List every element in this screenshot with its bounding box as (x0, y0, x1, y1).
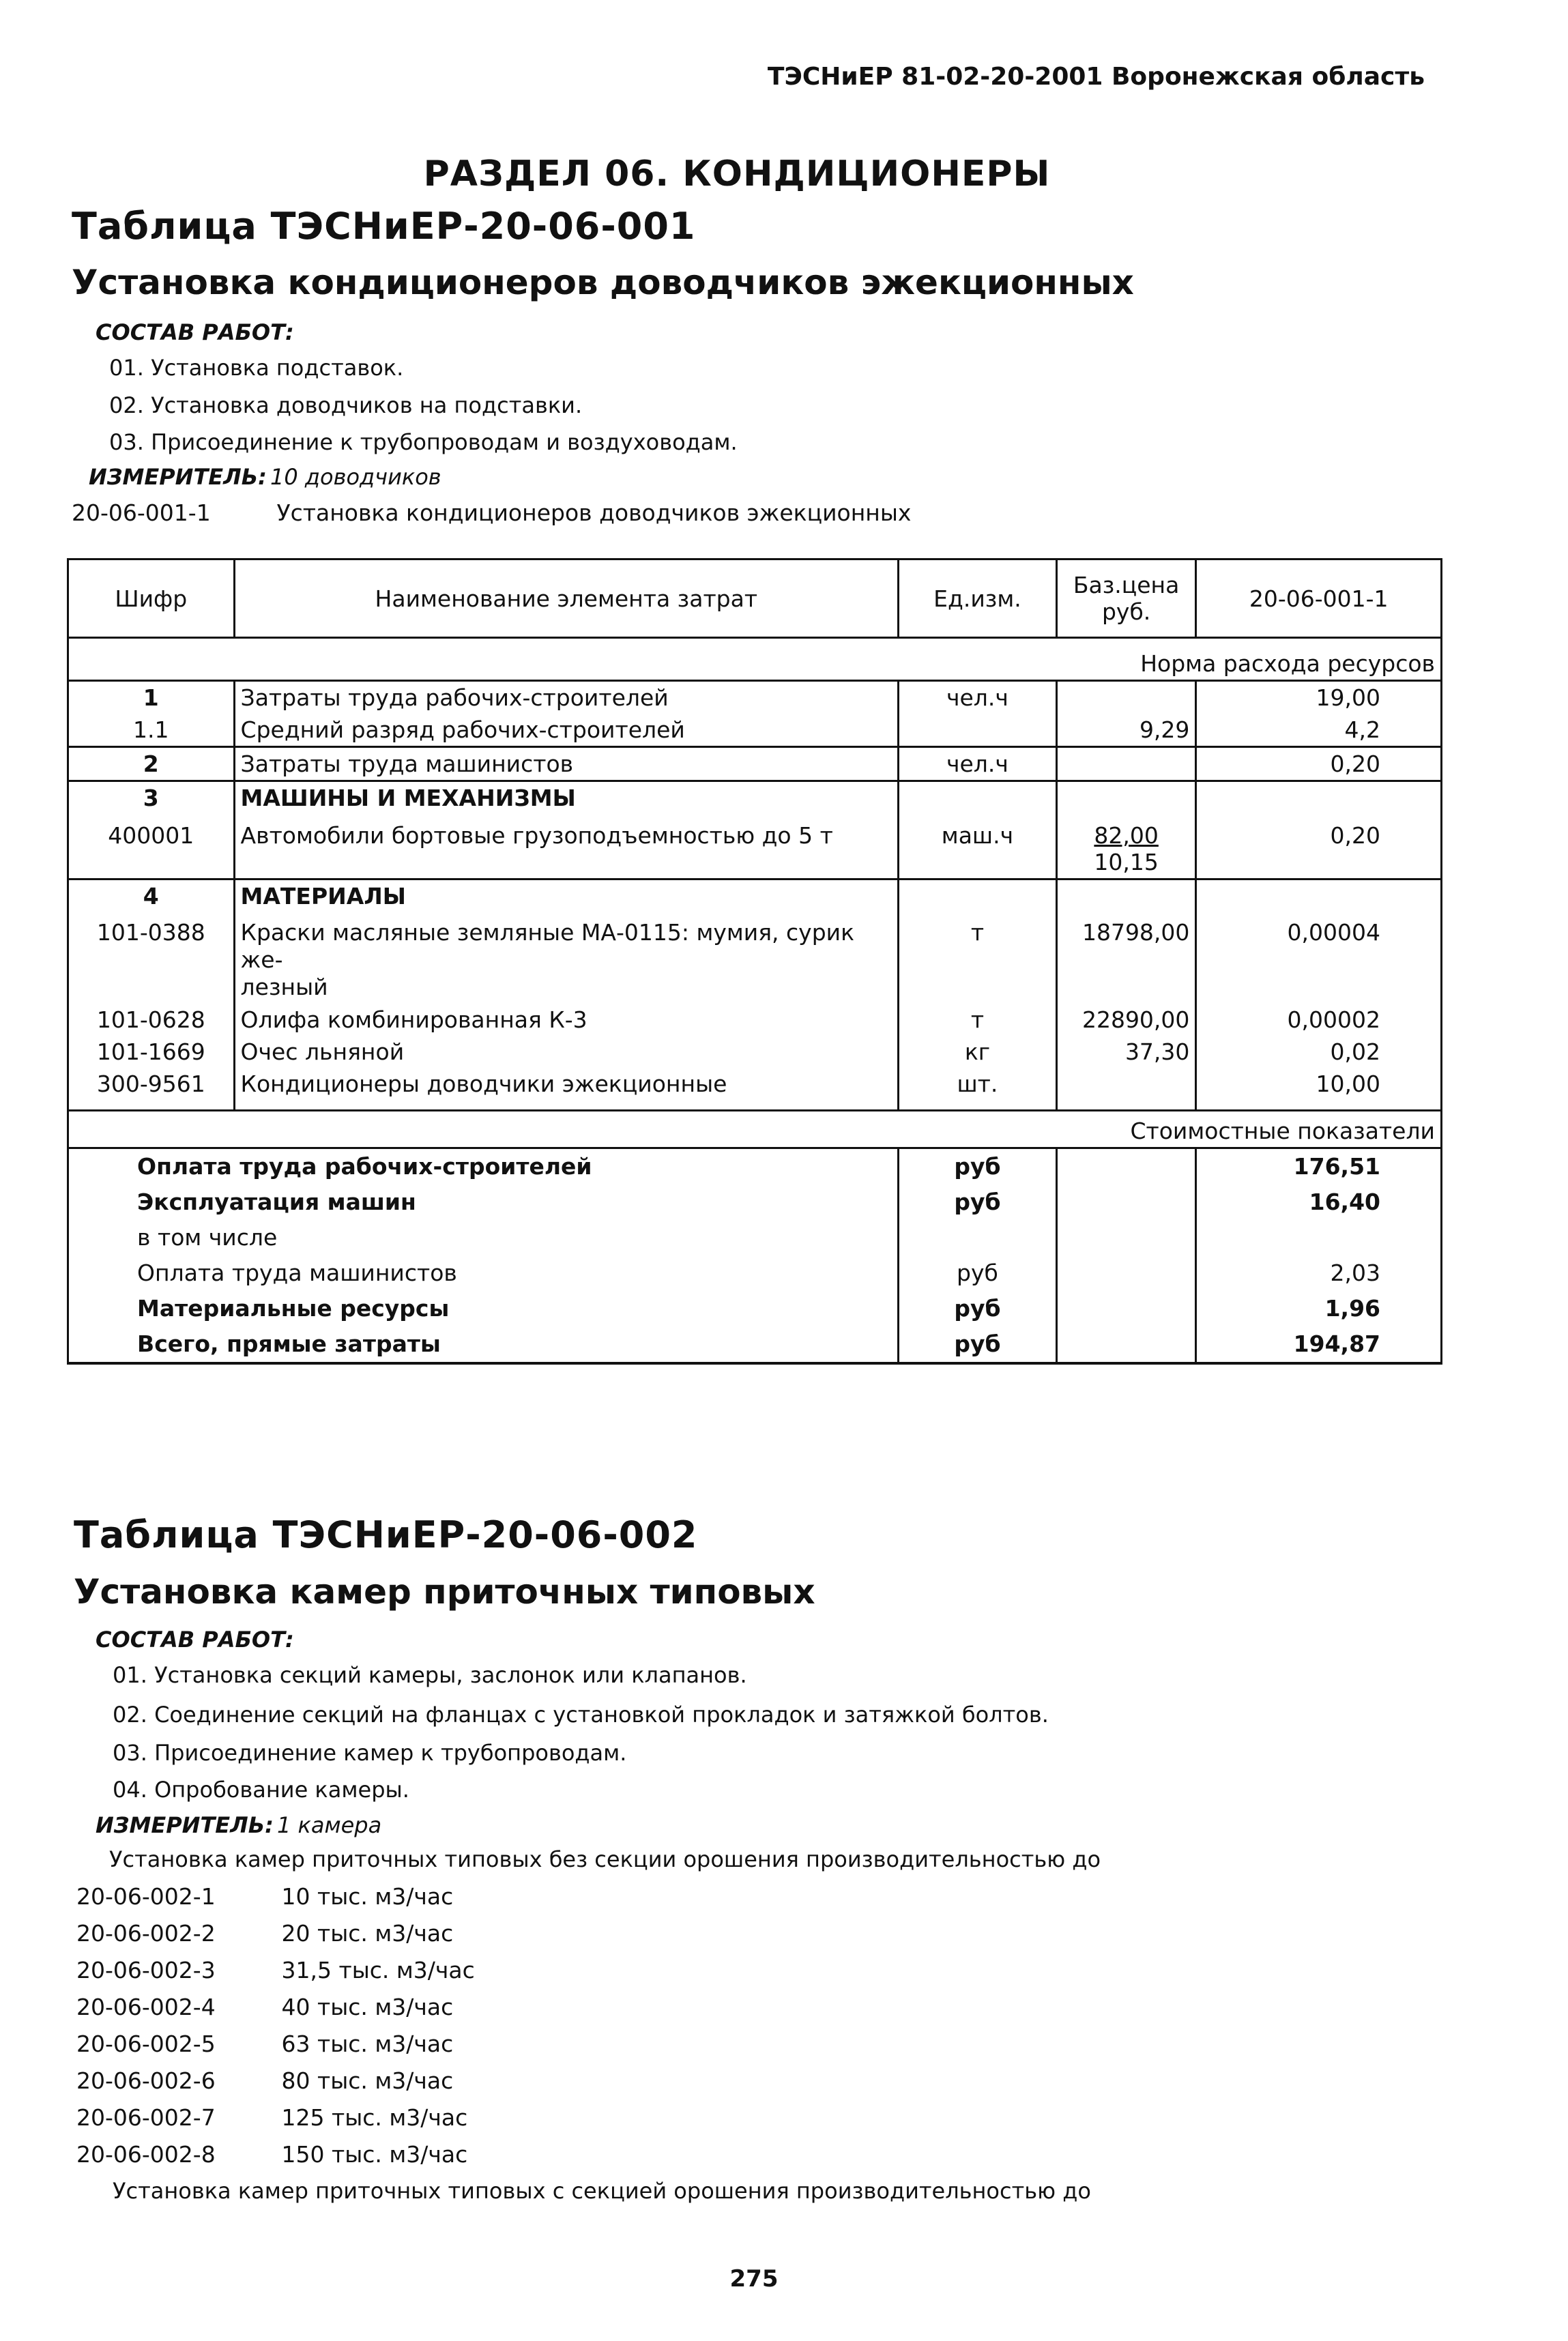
cell-value: 0,20 (1196, 747, 1442, 781)
name-line: лезный (240, 974, 328, 1000)
cell-code: 3 (68, 781, 235, 815)
summary-name: в том числе (98, 1220, 762, 1255)
code: 20-06-002-5 (76, 2031, 216, 2057)
cell-name: Автомобили бортовые грузоподъемностью до 5 т (234, 814, 899, 879)
norm-label-row (68, 638, 1442, 681)
table2-intro-with-irrigation: Установка камер приточных типовых с секцией орошения производительностью до (113, 2178, 1091, 2204)
table2-code-line (76, 1920, 453, 1947)
table2-code-line (76, 2031, 453, 2057)
code-description: 10 тыс. м3/час (281, 1883, 454, 1910)
cell-price (1056, 747, 1196, 781)
summary-unit (899, 1220, 1057, 1255)
cell-price: 18798,00 (1056, 912, 1196, 1004)
measure-label: ИЗМЕРИТЕЛЬ: (89, 464, 267, 490)
section-title: РАЗДЕЛ 06. КОНДИЦИОНЕРЫ (423, 154, 1051, 194)
table2-works-label: СОСТАВ РАБОТ: (96, 1627, 294, 1653)
code-description: 31,5 тыс. м3/час (281, 1957, 475, 1983)
summary-name: Оплата труда машинистов (98, 1255, 762, 1291)
cell-name: Очес льняной (234, 1036, 899, 1068)
cell-code: 101-0628 (68, 1004, 235, 1036)
summary-row (68, 1291, 1442, 1326)
page-number: 275 (729, 2265, 779, 2293)
cell-name: Олифа комбинированная К-3 (234, 1004, 899, 1036)
measure-value: 1 камера (277, 1812, 382, 1838)
col-header-unit: Ед.изм. (899, 559, 1057, 638)
cell-value: 19,00 (1196, 681, 1442, 714)
cell-unit (899, 879, 1057, 913)
measure-value: 10 доводчиков (270, 464, 441, 490)
table1-code-line (72, 499, 911, 526)
summary-value: 16,40 (1196, 1184, 1442, 1220)
cell-unit: чел.ч (899, 681, 1057, 714)
summary-unit: руб (899, 1148, 1057, 1185)
document-reference: ТЭСНиЕР 81-02-20-2001 Воронежская область (767, 63, 1425, 91)
table1-work-item: 02. Установка доводчиков на подставки. (109, 392, 583, 418)
code-description: 150 тыс. м3/час (281, 2141, 468, 2168)
table2-code-line (76, 2104, 467, 2131)
cell-code: 1 (68, 681, 235, 714)
summary-row (68, 1184, 1442, 1220)
price-value: 82,00 (1094, 822, 1159, 849)
table-row (68, 747, 1442, 781)
table-row (68, 714, 1442, 747)
table2-code-line (76, 1994, 453, 2020)
measure-label: ИЗМЕРИТЕЛЬ: (96, 1812, 274, 1838)
table2-work-item: 03. Присоединение камер к трубопроводам. (113, 1740, 627, 1766)
cell-price: 9,29 (1056, 714, 1196, 747)
cell-unit: т (899, 1004, 1057, 1036)
cell-value: 0,20 (1196, 814, 1442, 879)
col-header-name: Наименование элемента затрат (234, 559, 899, 638)
cell-price (1056, 879, 1196, 913)
cell-name: Кондиционеры доводчики эжекционные (234, 1068, 899, 1111)
cost-label-row (68, 1111, 1442, 1148)
summary-row (68, 1326, 1442, 1363)
cell-price (1056, 681, 1196, 714)
code: 20-06-002-1 (76, 1883, 216, 1910)
code: 20-06-001-1 (72, 499, 211, 526)
table2-subtitle: Установка камер приточных типовых (74, 1572, 815, 1612)
table2-code-line (76, 2141, 467, 2168)
code-description: 125 тыс. м3/час (281, 2104, 468, 2131)
table2-work-item: 02. Соединение секций на фланцах с установкой прокладок и затяжкой болтов. (113, 1702, 1049, 1728)
cell-value: 0,02 (1196, 1036, 1442, 1068)
summary-name: Оплата труда рабочих-строителей (98, 1148, 762, 1185)
table2-title: Таблица ТЭСНиЕР-20-06-002 (74, 1513, 698, 1556)
code: 20-06-002-3 (76, 1957, 216, 1983)
table-row (68, 879, 1442, 913)
table-row (68, 681, 1442, 714)
norm-label: Норма расхода ресурсов (68, 638, 1442, 681)
summary-row (68, 1255, 1442, 1291)
col-header-code: Шифр (68, 559, 235, 638)
col-header-norm: 20-06-001-1 (1196, 559, 1442, 638)
code-description: 63 тыс. м3/час (281, 2031, 454, 2057)
cell-code: 300-9561 (68, 1068, 235, 1111)
code-description: 80 тыс. м3/час (281, 2067, 454, 2094)
summary-name: Эксплуатация машин (98, 1184, 762, 1220)
cell-code: 1.1 (68, 714, 235, 747)
cell-code: 101-0388 (68, 912, 235, 1004)
cell-unit: кг (899, 1036, 1057, 1068)
code: 20-06-002-4 (76, 1994, 216, 2020)
cell-name (234, 912, 899, 1004)
price-value-secondary: 10,15 (1094, 849, 1159, 875)
cell-code: 400001 (68, 814, 235, 879)
cell-name: Затраты труда рабочих-строителей (234, 681, 899, 714)
code: 20-06-002-2 (76, 1920, 216, 1947)
summary-unit: руб (899, 1255, 1057, 1291)
cell-name: МАШИНЫ И МЕХАНИЗМЫ (234, 781, 899, 815)
table2-measure (96, 1812, 381, 1838)
code: 20-06-002-8 (76, 2141, 216, 2168)
table2-code-line (76, 1883, 453, 1910)
cell-unit: т (899, 912, 1057, 1004)
code-description: 20 тыс. м3/час (281, 1920, 454, 1947)
cell-value: 0,00004 (1196, 912, 1442, 1004)
cell-value (1196, 879, 1442, 913)
cell-price: 37,30 (1056, 1036, 1196, 1068)
cell-value: 10,00 (1196, 1068, 1442, 1111)
summary-value: 2,03 (1196, 1255, 1442, 1291)
summary-row (68, 1220, 1442, 1255)
cell-unit (899, 714, 1057, 747)
cell-name: МАТЕРИАЛЫ (234, 879, 899, 913)
table2-work-item: 04. Опробование камеры. (113, 1777, 409, 1803)
summary-unit: руб (899, 1291, 1057, 1326)
cell-price: 22890,00 (1056, 1004, 1196, 1036)
cell-name: Затраты труда машинистов (234, 747, 899, 781)
table1-subtitle: Установка кондиционеров доводчиков эжекционных (72, 263, 1134, 302)
col-header-price: Баз.цена руб. (1056, 559, 1196, 638)
table1-works-label: СОСТАВ РАБОТ: (96, 319, 294, 345)
summary-unit: руб (899, 1184, 1057, 1220)
cell-price (1056, 1068, 1196, 1111)
code: 20-06-002-7 (76, 2104, 216, 2131)
code-description: Установка кондиционеров доводчиков эжекционных (276, 499, 912, 526)
table2-code-line (76, 2067, 453, 2094)
table-row (68, 814, 1442, 879)
summary-value: 176,51 (1196, 1148, 1442, 1185)
summary-value: 194,87 (1196, 1326, 1442, 1363)
cell-value (1196, 781, 1442, 815)
table-row (68, 781, 1442, 815)
table1-work-item: 01. Установка подставок. (109, 355, 404, 381)
cell-price (1056, 814, 1196, 879)
table2-intro-without-irrigation: Установка камер приточных типовых без секции орошения производительностью до (109, 1846, 1101, 1872)
table-row (68, 912, 1442, 1004)
table-row (68, 1068, 1442, 1111)
table-row (68, 1036, 1442, 1068)
cost-label: Стоимостные показатели (68, 1111, 1442, 1148)
summary-value (1196, 1220, 1442, 1255)
summary-name: Материальные ресурсы (98, 1291, 762, 1326)
table2-work-item: 01. Установка секций камеры, заслонок или клапанов. (113, 1662, 747, 1688)
table1-title: Таблица ТЭСНиЕР-20-06-001 (72, 205, 696, 248)
cell-unit: чел.ч (899, 747, 1057, 781)
summary-name: Всего, прямые затраты (98, 1326, 762, 1363)
cell-code: 2 (68, 747, 235, 781)
table1-work-item: 03. Присоединение к трубопроводам и воздуховодам. (109, 429, 738, 455)
cell-code: 101-1669 (68, 1036, 235, 1068)
code-description: 40 тыс. м3/час (281, 1994, 454, 2020)
cell-unit: маш.ч (899, 814, 1057, 879)
cell-value: 0,00002 (1196, 1004, 1442, 1036)
code: 20-06-002-6 (76, 2067, 216, 2094)
cell-value: 4,2 (1196, 714, 1442, 747)
table-row (68, 1004, 1442, 1036)
summary-value: 1,96 (1196, 1291, 1442, 1326)
table2-code-line (76, 1957, 475, 1983)
table1-measure (89, 464, 441, 490)
cell-code: 4 (68, 879, 235, 913)
cell-unit (899, 781, 1057, 815)
summary-unit: руб (899, 1326, 1057, 1363)
table-header-row (68, 559, 1442, 638)
name-line: Краски масляные земляные МА-0115: мумия, сурик же- (240, 919, 855, 973)
cell-unit: шт. (899, 1068, 1057, 1111)
cell-name: Средний разряд рабочих-строителей (234, 714, 899, 747)
resource-norm-table (67, 558, 1442, 1365)
summary-row (68, 1148, 1442, 1185)
cell-price (1056, 781, 1196, 815)
